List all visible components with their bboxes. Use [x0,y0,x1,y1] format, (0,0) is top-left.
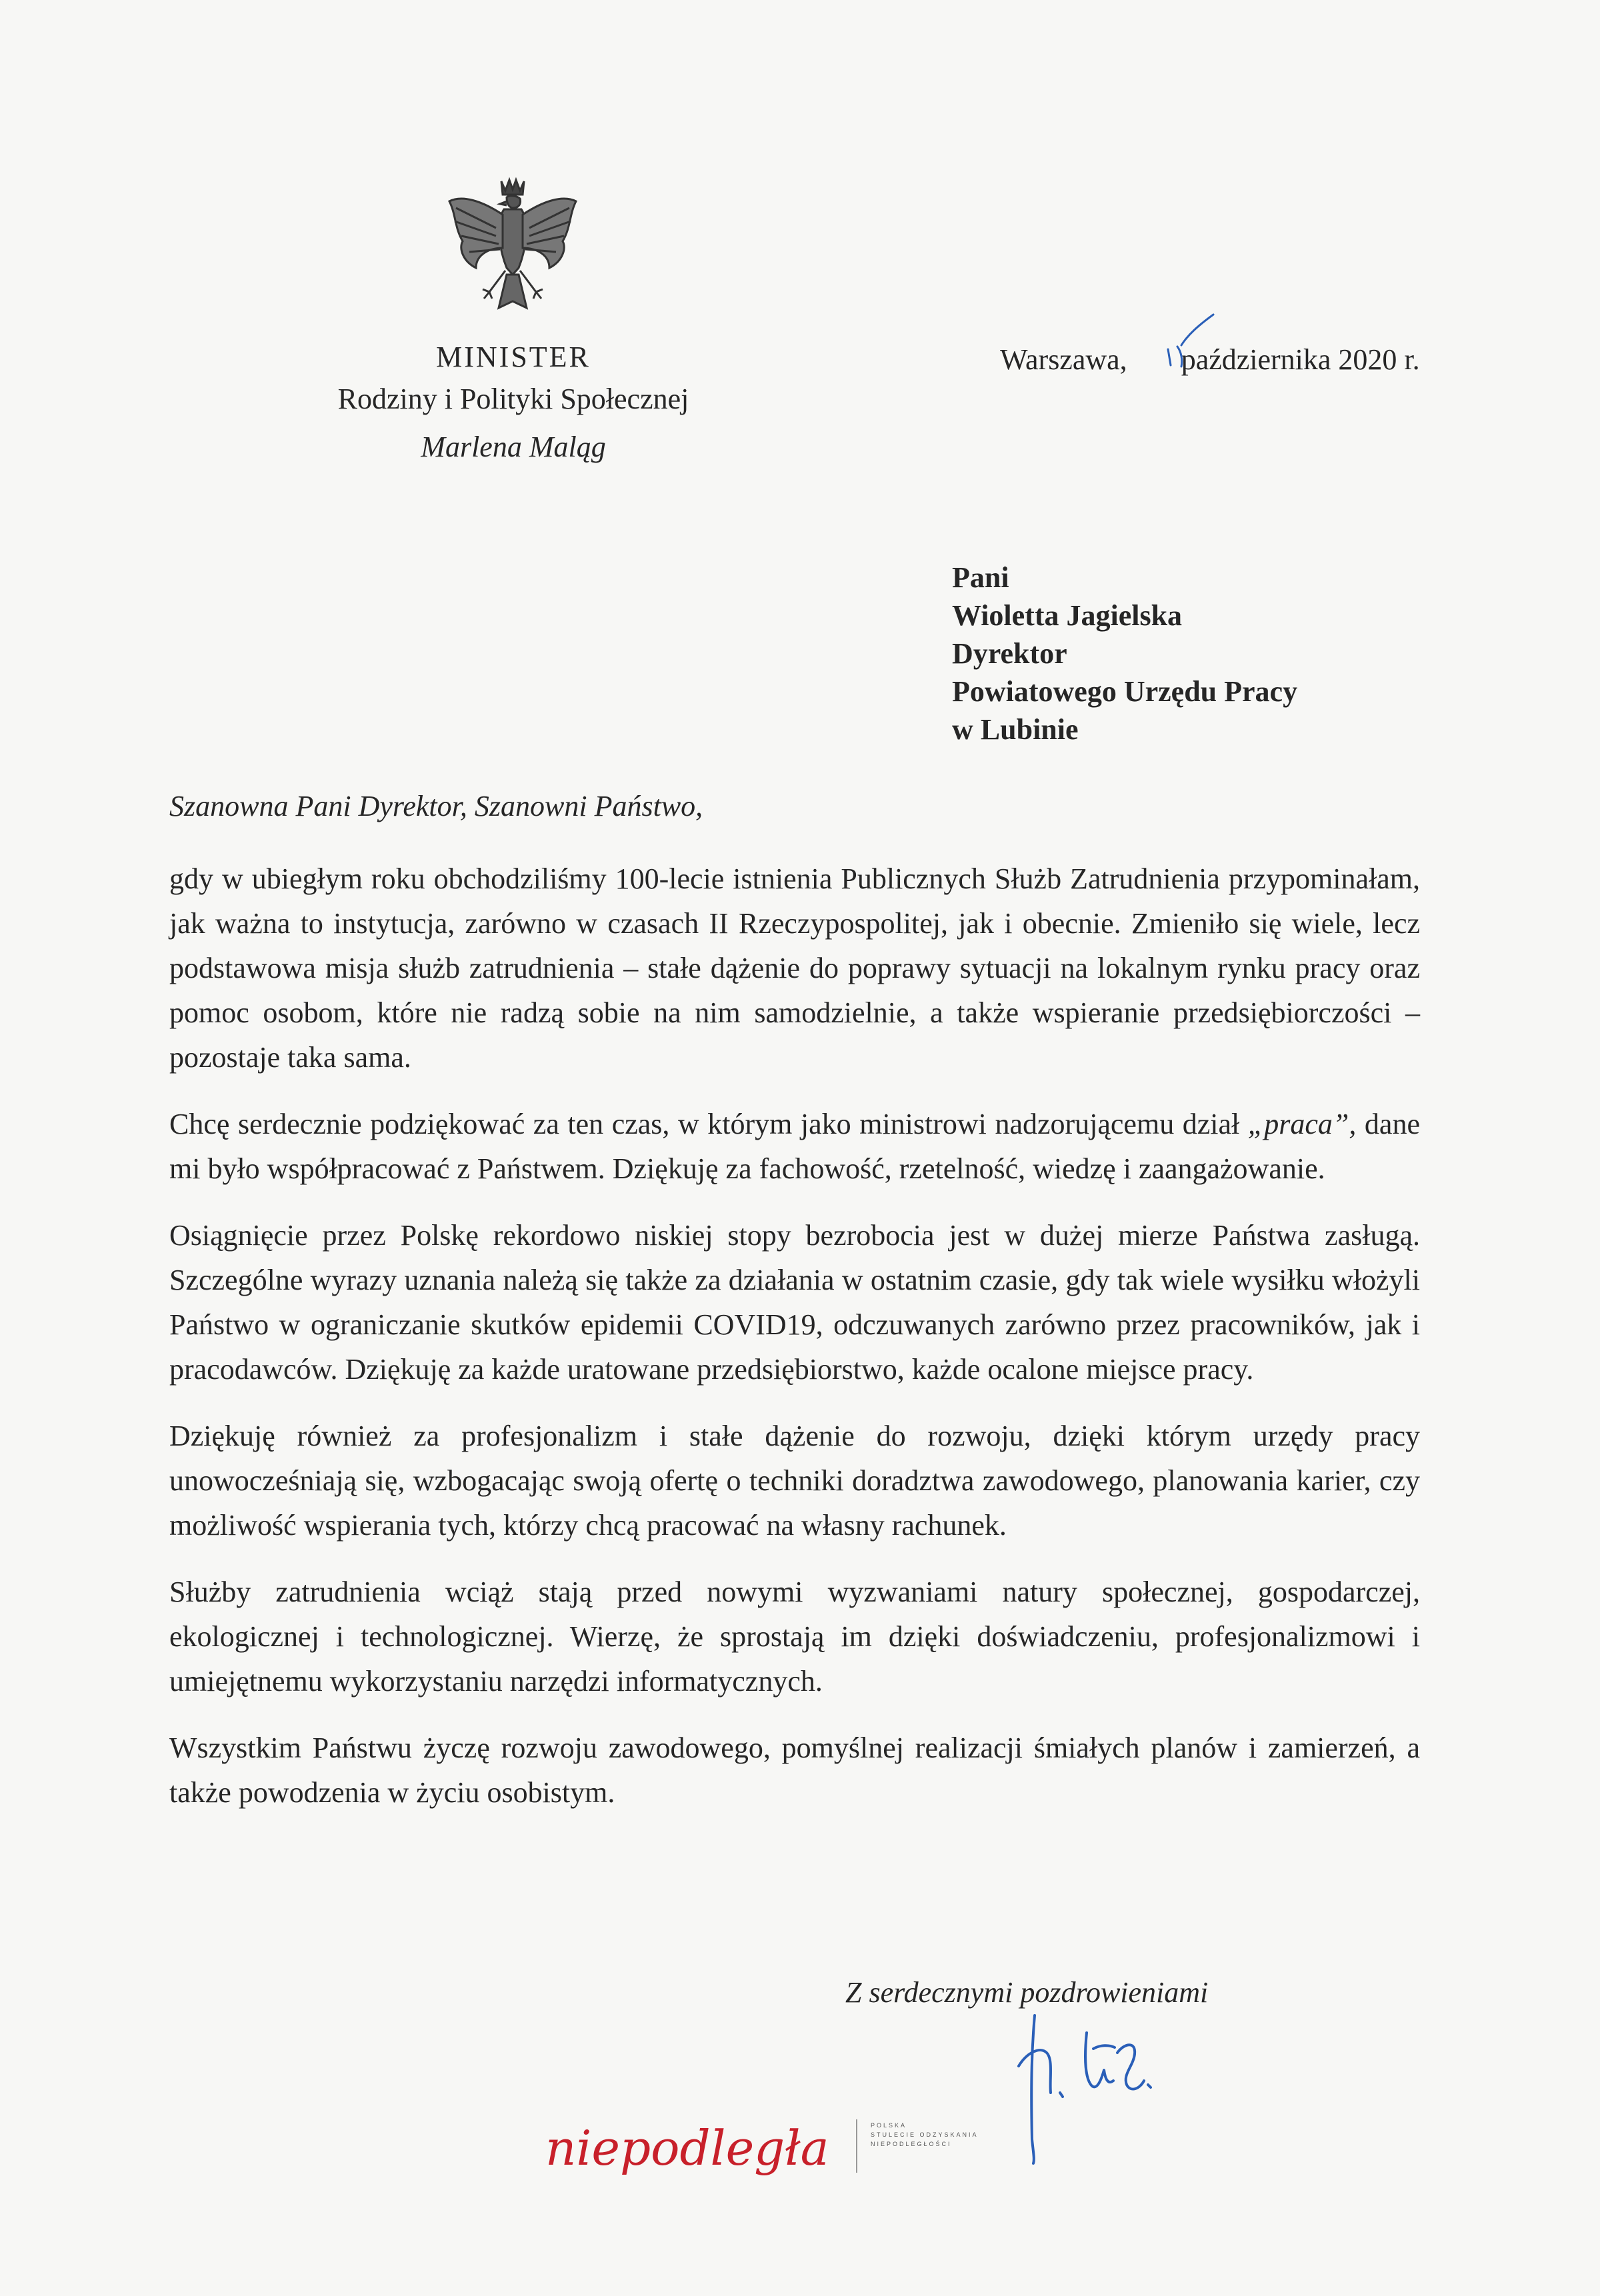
recipient-line: Powiatowego Urzędu Pracy [952,675,1298,708]
paragraph: Służby zatrudnienia wciąż stają przed nowymi wyzwaniami natury społecznej, gospodarczej, ekologicznej i technologicznej. Wierzę, że sprostają im dzięki doświadczeniu, profesjonalizmowi i umiejętnemu wykorzystaniu narzędzi informatycznych. [169,1576,1420,1698]
polish-eagle-emblem-icon [443,175,583,320]
date-suffix: października 2020 r. [1181,343,1420,376]
handwritten-day-mark-icon [1159,311,1219,377]
letter-body [169,856,1420,1837]
paragraph: Wszystkim Państwu życzę rozwoju zawodowego, pomyślnej realizacji śmiałych planów i zamierzeń, a także powodzenia w życiu osobistym. [169,1731,1420,1809]
paragraph: gdy w ubiegłym roku obchodziliśmy 100-lecie istnienia Publicznych Służb Zatrudnienia przypominałam, jak ważna to instytucja, zarówno w czasach II Rzeczypospolitej, jak i obecnie. Zmieniło się wiele, lecz podstawowa misja służb zatrudnienia – stałe dążenie do poprawy sytuacji na lokalnym rynku pracy oraz pomoc osobom, które nie radzą sobie na nim samodzielnie, a także wspieranie przedsiębiorczości – pozostaje taka sama. [169,862,1420,1074]
closing-phrase: Z serdecznymi pozdrowieniami [845,1976,1209,2009]
header-minister-name: Marlena Maląg [421,431,606,463]
salutation: Szanowna Pani Dyrektor, Szanowni Państwo, [169,790,703,822]
recipient-line: Pani [952,561,1009,594]
header-ministry: Rodziny i Polityki Społecznej [337,383,689,415]
paragraph: Chcę serdecznie podziękować za ten czas, w którym jako ministrowi nadzorującemu dział „praca”, dane mi było współpracować z Państwem. Dziękuję za fachowość, rzetelność, wiedzę i zaangażowanie. [169,1108,1420,1185]
date-prefix: Warszawa, [1000,343,1127,376]
logo-small-text: POLSKA STULECIE ODZYSKANIA NIEPODLEGŁOŚCI [871,2122,979,2147]
paragraph: Osiągnięcie przez Polskę rekordowo niskiej stopy bezrobocia jest w dużej mierze Państwa zasługą. Szczególne wyrazy uznania należą się także za działania w ostatnim czasie, gdy tak wiele wysiłku włożyli Państwo w ograniczanie skutków epidemii COVID19, odczuwanych zarówno przez pracowników, jak i pracodawców. Dziękuję za każde uratowane przedsiębiorstwo, każde ocalone miejsce pracy. [169,1219,1420,1386]
recipient-line: w Lubinie [952,713,1079,746]
header-title: MINISTER [436,341,591,373]
niepodlegla-logo-wordmark [539,2113,859,2193]
paragraph: Dziękuję również za profesjonalizm i stałe dążenie do rozwoju, dzięki którym urzędy pracy unowocześniają się, wzbogacając swoją ofertę o techniki doradztwa zawodowego, planowania karier, czy możliwość wspierania tych, którzy chcą pracować na własny rachunek. [169,1420,1420,1542]
handwritten-signature-icon [993,2006,1220,2166]
logo-wordmark-text: niepodległa [545,2120,829,2176]
recipient-line: Wioletta Jagielska [952,599,1183,632]
recipient-block [952,559,1459,748]
logo-separator [856,2119,857,2173]
recipient-line: Dyrektor [952,637,1067,670]
